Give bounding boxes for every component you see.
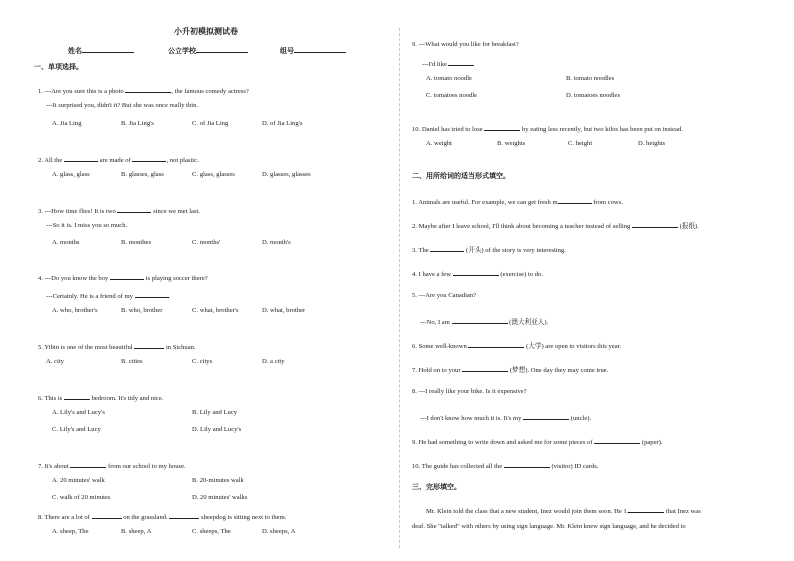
school-field[interactable] [168, 45, 248, 55]
group-field[interactable] [280, 45, 346, 55]
option-d[interactable]: D. what, brother [262, 307, 306, 314]
name-blank[interactable] [82, 45, 134, 53]
answer-blank[interactable] [594, 436, 640, 444]
question-8: 8. There are a lot of on the grassland. sheepdog is sitting next to them. [38, 511, 286, 522]
fill-question-5-line2: ---No, I am (澳大利亚人). [420, 316, 548, 327]
option-a[interactable]: A. sheep, The [52, 528, 89, 535]
option-a[interactable]: A. months [52, 239, 80, 246]
option-c[interactable]: C. height [568, 140, 593, 147]
answer-blank[interactable] [134, 341, 164, 349]
answer-blank[interactable] [462, 364, 508, 372]
question-10: 10. Daniel has tried to lose by eating less recently, but two kilos has been put on instead. [412, 123, 683, 134]
option-b[interactable]: B. Jia Ling's [121, 120, 154, 127]
option-d[interactable]: D. glasses, glasses [262, 171, 311, 178]
option-a[interactable]: A. tomato noodle [426, 75, 472, 82]
section2-title: 二、用所给词的适当形式填空。 [412, 172, 510, 180]
option-b[interactable]: B. who, brother [121, 307, 163, 314]
option-b[interactable]: B. weights [497, 140, 526, 147]
answer-blank[interactable] [110, 272, 144, 280]
fill-question-6: 6. Some well-known (大学) are open to visitors this year. [412, 340, 621, 351]
cloze-line-2: deaf. She "talked" with others by using sign language. Mr. Klein knew sign language, and he decided to [412, 523, 686, 530]
fill-question-8-line2: ---I don't know how much it is. It's my (uncle). [420, 412, 591, 423]
question-9: 9. ---What would you like for breakfast? [412, 41, 519, 48]
answer-blank[interactable] [484, 123, 520, 131]
question-7: 7. It's about from our school to my house. [38, 460, 186, 471]
option-c[interactable]: C. tomatoes noodle [426, 92, 478, 99]
question-4-line2: ---Certainly. He is a friend of my . [46, 290, 170, 301]
option-b[interactable]: B. Lily and Lucy [192, 409, 238, 416]
question-6: 6. This is bedroom. It's tidy and nice. [38, 392, 163, 403]
option-c[interactable]: C. what, brother's [192, 307, 239, 314]
option-b[interactable]: B. 20-minutes walk [192, 477, 244, 484]
fill-question-9: 9. He had something to write down and asked me for some pieces of (paper). [412, 436, 663, 447]
answer-blank[interactable] [64, 154, 98, 162]
answer-blank[interactable] [135, 290, 169, 298]
name-field[interactable] [68, 45, 134, 55]
question-1-line2: ---It surprised you, didn't it? But she was once really thin. [46, 102, 199, 109]
option-d[interactable]: D. heights [638, 140, 666, 147]
option-d[interactable]: D. sheeps, A [262, 528, 296, 535]
option-b[interactable]: B. sheep, A [121, 528, 152, 535]
option-a[interactable]: A. who, brother's [52, 307, 98, 314]
section1-title: 一、单项选择。 [34, 63, 83, 71]
option-d[interactable]: D. Lily and Lucy's [192, 426, 242, 433]
answer-blank[interactable] [92, 511, 122, 519]
cloze-line-1: Mr. Klein told the class that a new student, Inez would join them soon. He 1. that Inez was [426, 505, 701, 516]
option-d[interactable]: D. of Jia Ling's [262, 120, 303, 127]
fill-question-2: 2. Maybe after I leave school, I'll think about becoming a teacher instead of selling (报纸). [412, 220, 699, 231]
option-a[interactable]: A. 20 minutes' walk [52, 477, 105, 484]
name-label: 姓名 [68, 47, 82, 55]
option-a[interactable]: A. Jia Ling [52, 120, 82, 127]
fill-question-5: 5. ---Are you Canadian? [412, 292, 477, 299]
option-c[interactable]: C. Lily's and Lucy [52, 426, 101, 433]
answer-blank[interactable] [132, 154, 166, 162]
school-blank[interactable] [196, 45, 248, 53]
option-c[interactable]: C. of Jia Ling [192, 120, 229, 127]
page-title: 小升初模拟测试卷 [174, 27, 238, 36]
option-c[interactable]: C. sheeps, The [192, 528, 231, 535]
fill-question-1: 1. Animals are useful. For example, we can get fresh m from cows. [412, 196, 623, 207]
option-d[interactable]: D. a city [262, 358, 285, 365]
fill-question-8: 8. ---I really like your bike. Is it expensive? [412, 388, 527, 395]
fill-question-4: 4. I have a few (exercise) to do. [412, 268, 543, 279]
answer-blank[interactable] [558, 196, 592, 204]
question-3-line2: ---So it is. I miss you so much. [46, 222, 128, 229]
answer-blank[interactable] [117, 205, 151, 213]
section3-title: 三、完形填空。 [412, 483, 461, 491]
answer-blank[interactable] [64, 392, 90, 400]
option-d[interactable]: D. tomatoes noodles [566, 92, 621, 99]
option-b[interactable]: B. monthes [121, 239, 152, 246]
option-b[interactable]: B. cities [121, 358, 143, 365]
answer-blank[interactable] [468, 340, 524, 348]
fill-question-7: 7. Hold on to your (梦想). One day they may come true. [412, 364, 608, 375]
option-d[interactable]: D. 20 minutes' walks [192, 494, 248, 501]
option-c[interactable]: C. glass, glasses [192, 171, 235, 178]
answer-blank[interactable] [125, 85, 171, 93]
answer-blank[interactable] [632, 220, 678, 228]
option-b[interactable]: B. tomato noodles [566, 75, 615, 82]
answer-blank[interactable] [452, 316, 508, 324]
answer-blank[interactable] [169, 511, 199, 519]
question-4: 4. ---Do you know the boy is playing soccer there? [38, 272, 208, 283]
answer-blank[interactable] [430, 244, 464, 252]
answer-blank[interactable] [504, 460, 550, 468]
question-5: 5. Yibin is one of the most beautiful in Sichuan. [38, 341, 196, 352]
answer-blank[interactable] [628, 505, 664, 513]
option-c[interactable]: C. walk of 20 minutes [52, 494, 111, 501]
option-c[interactable]: C. months' [192, 239, 221, 246]
option-a[interactable]: A. weight [426, 140, 453, 147]
option-c[interactable]: C. citys [192, 358, 213, 365]
option-a[interactable]: A. glass, glass [52, 171, 90, 178]
answer-blank[interactable] [523, 412, 569, 420]
question-3: 3. ---How time flies! It is two since we met last. [38, 205, 200, 216]
group-label: 组号 [280, 47, 294, 55]
right-column [410, 0, 780, 561]
fill-question-10: 10. The guide has collected all the (visitor) ID cards. [412, 460, 599, 471]
option-a[interactable]: A. city [46, 358, 64, 365]
left-column [34, 0, 404, 561]
school-label: 公立学校 [168, 47, 196, 55]
answer-blank[interactable] [453, 268, 499, 276]
option-b[interactable]: B. glasses, glass [121, 171, 164, 178]
option-a[interactable]: A. Lily's and Lucy's [52, 409, 105, 416]
answer-blank[interactable] [448, 58, 474, 66]
answer-blank[interactable] [70, 460, 106, 468]
fill-question-3: 3. The (开头) of the story is very interesting. [412, 244, 566, 255]
option-d[interactable]: D. month's [262, 239, 291, 246]
question-9-line2: ---I'd like [422, 58, 474, 69]
question-2: 2. All the are made of , not plastic. [38, 154, 199, 165]
question-1: 1. ---Are you sure this is a photo , the famous comedy actress? [38, 85, 249, 96]
group-blank[interactable] [294, 45, 346, 53]
